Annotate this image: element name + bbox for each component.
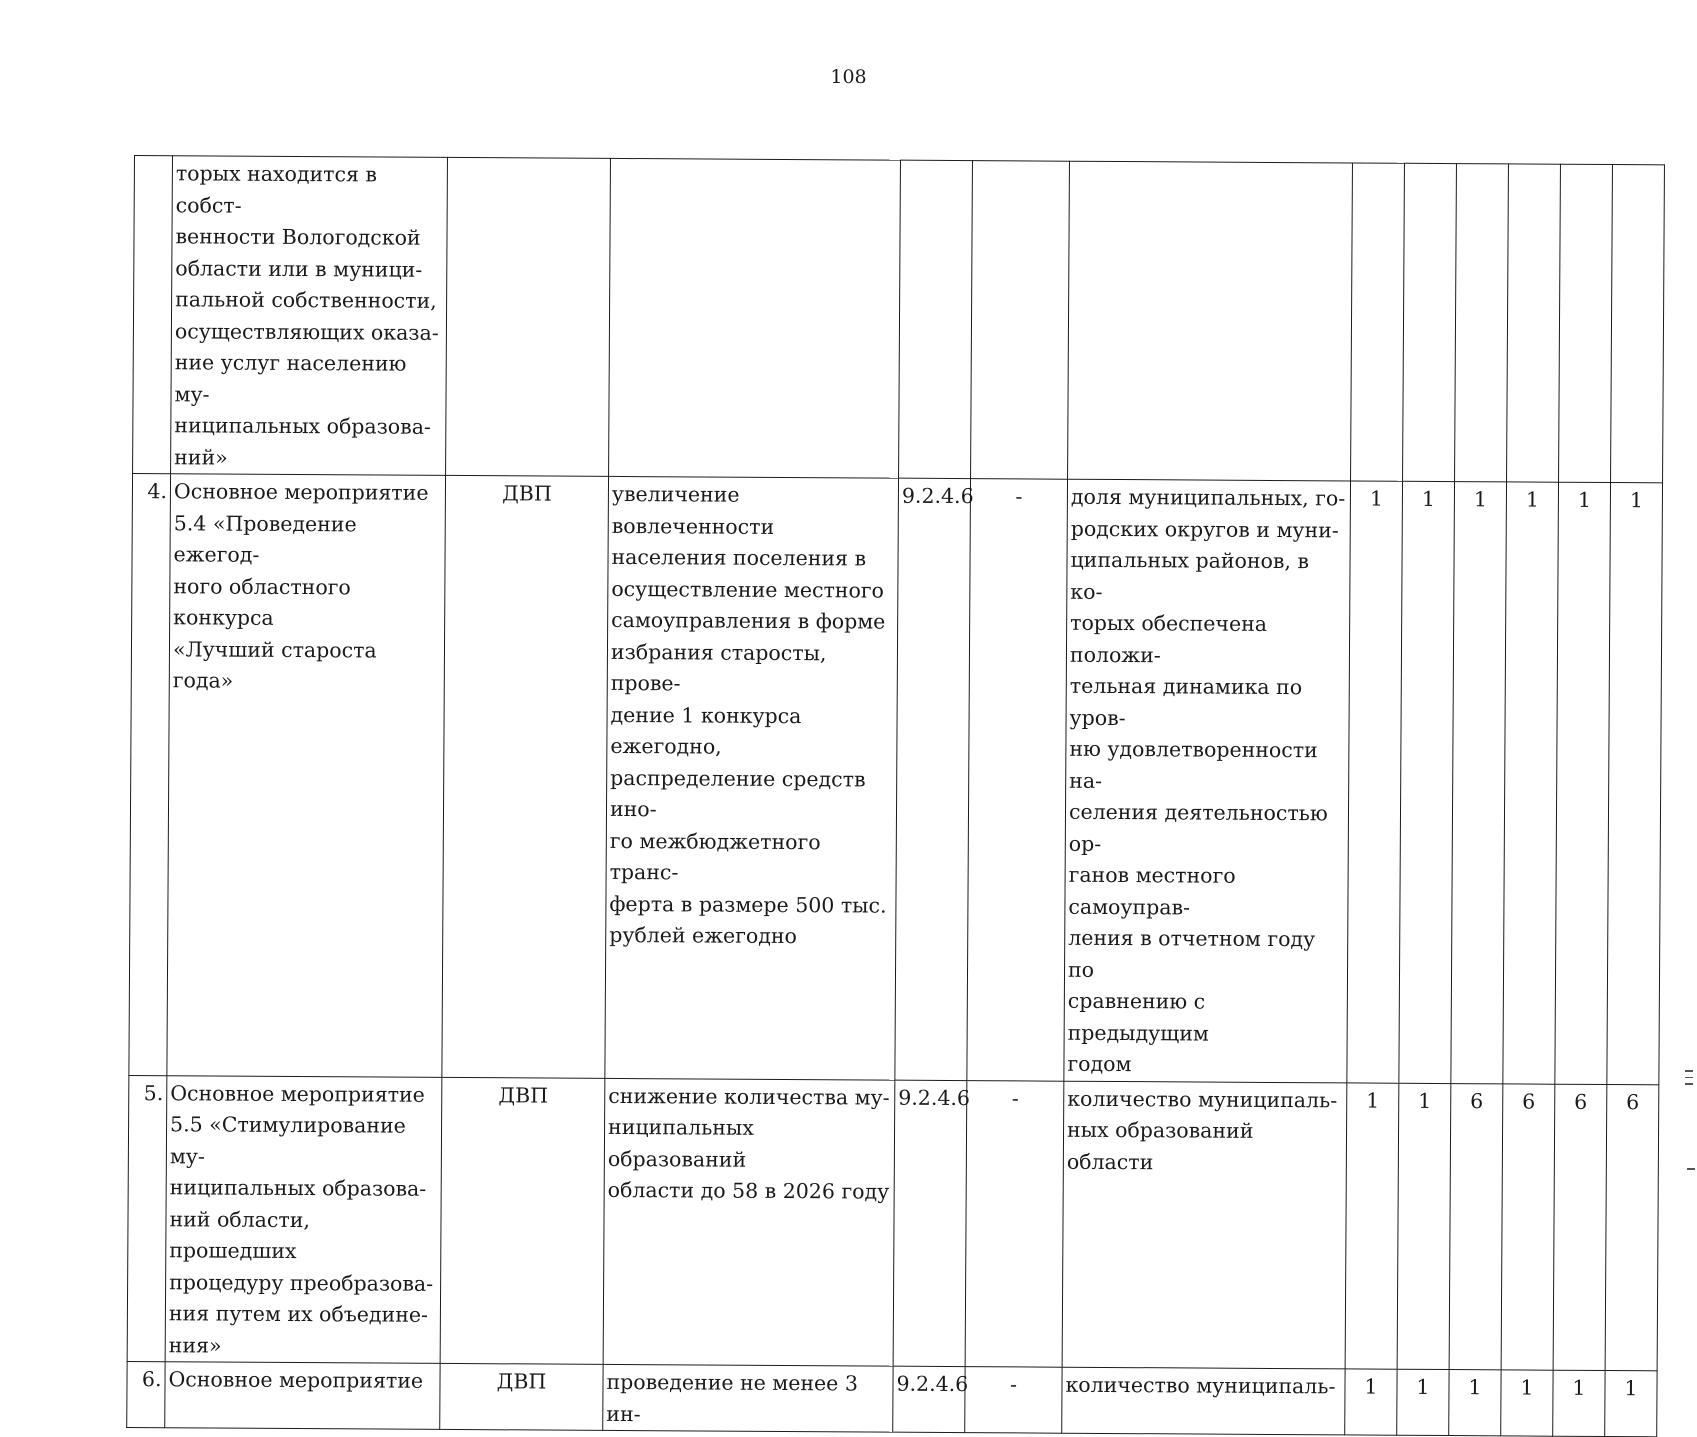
page-number: 108 (830, 66, 867, 88)
dash-cell (971, 161, 1070, 480)
expected-result: проведение не менее 3 ин- (606, 1369, 858, 1426)
value-cell: 1 (1451, 482, 1507, 1084)
value-cell: 1 (1397, 1083, 1451, 1370)
row-number: 5. (127, 1075, 167, 1362)
result-cell (605, 476, 899, 1079)
table-row (133, 156, 1665, 483)
executor-cell: ДВП (440, 1077, 605, 1364)
code-cell: 9.2.4.6 (893, 1080, 967, 1367)
event-name-cell (165, 1075, 442, 1363)
event-name: торых находится в собст- венности Вологодской области или в муници- пальной собственности, осуществляющих оказа- ние услуг населению му- ниципальных образова- ний» (174, 161, 439, 470)
value-cell: 1 (1503, 482, 1559, 1084)
indicator-cell (1064, 479, 1351, 1082)
expected-result: снижение количества му- ниципальных образований области до 58 в 2026 году (607, 1083, 890, 1204)
row-number: 4. (129, 473, 171, 1075)
value-cell: 1 (1345, 1369, 1397, 1435)
value-cell: 1 (1605, 1371, 1657, 1437)
event-name-cell (165, 1362, 440, 1430)
indicator-text: количество муниципаль- (1065, 1372, 1336, 1399)
value-cell: 1 (1555, 482, 1611, 1084)
expected-result (614, 161, 897, 163)
value-cell: 1 (1553, 1370, 1605, 1436)
indicator-cell (1062, 1367, 1345, 1435)
dash-cell: - (965, 1367, 1062, 1434)
value-cell (1351, 163, 1405, 481)
value-cell: 1 (1345, 1082, 1399, 1369)
scan-edge-marks (1685, 1070, 1693, 1096)
value-cell (1403, 163, 1457, 481)
indicator-cell (1062, 1081, 1347, 1369)
result-cell (609, 158, 901, 478)
code-cell (899, 160, 973, 478)
scan-edge-tick (1687, 1168, 1695, 1170)
value-cell: 6 (1449, 1083, 1503, 1370)
indicator-text: доля муниципальных, го- родских округов и муни- ципальных районов, в ко- торых обеспечена положи- тельная динамика по уров- ню удовлетворенности на- селения деятельностью ор- ганов местного самоуправ- ления в отчетном году по сравнению с предыдущим годом (1067, 484, 1346, 1077)
value-cell: 1 (1399, 481, 1455, 1083)
value-cell (1611, 165, 1665, 483)
row-number (133, 156, 173, 474)
executor-cell: ДВП (442, 475, 609, 1077)
program-table-wrapper (126, 155, 1664, 1437)
value-cell: 6 (1553, 1084, 1607, 1371)
event-name-cell (171, 156, 448, 476)
value-cell: 1 (1449, 1370, 1501, 1436)
value-cell (1507, 164, 1561, 482)
executor-cell (446, 157, 611, 476)
event-name: Основное мероприятие (168, 1367, 424, 1393)
event-name: Основное мероприятие 5.4 «Проведение ежегод- ного областного конкурса «Лучший староста года» (172, 479, 429, 693)
event-name: Основное мероприятие 5.5 «Стимулирование му- ниципальных образова- ний области, прошедших процедуру преобразова- ния путем их объедине- ния» (168, 1080, 434, 1358)
value-cell: 1 (1347, 481, 1403, 1083)
value-cell (1455, 164, 1509, 482)
program-table (126, 155, 1665, 1437)
value-cell (1559, 164, 1613, 482)
table-row (127, 1361, 1657, 1436)
indicator-text: количество муниципаль- ных образований области (1066, 1086, 1338, 1174)
table-row (127, 1075, 1659, 1371)
result-cell (603, 1364, 893, 1432)
value-cell: 1 (1397, 1369, 1449, 1435)
code-cell: 9.2.4.6 (893, 1366, 965, 1432)
value-cell: 6 (1605, 1084, 1659, 1371)
value-cell: 1 (1501, 1370, 1553, 1436)
indicator-text (1073, 164, 1349, 166)
indicator-cell (1068, 161, 1353, 481)
dash-cell: - (967, 479, 1068, 1081)
executor-cell: ДВП (440, 1363, 603, 1430)
value-cell: 1 (1607, 483, 1663, 1085)
result-cell (603, 1078, 895, 1366)
table-row (129, 473, 1663, 1084)
row-number: 6. (127, 1361, 165, 1427)
expected-result: увеличение вовлеченности населения поселения в осуществление местного самоуправления в форме избрания старосты, прове- дение 1 конкурса ежегодно, распределение средств ино- го межбюджетного транс- ферта в размере 500 тыс. рублей ежегодно (609, 481, 887, 949)
value-cell: 6 (1501, 1083, 1555, 1370)
code-cell: 9.2.4.6 (895, 478, 971, 1080)
event-name-cell (167, 474, 446, 1077)
dash-cell: - (965, 1080, 1064, 1367)
